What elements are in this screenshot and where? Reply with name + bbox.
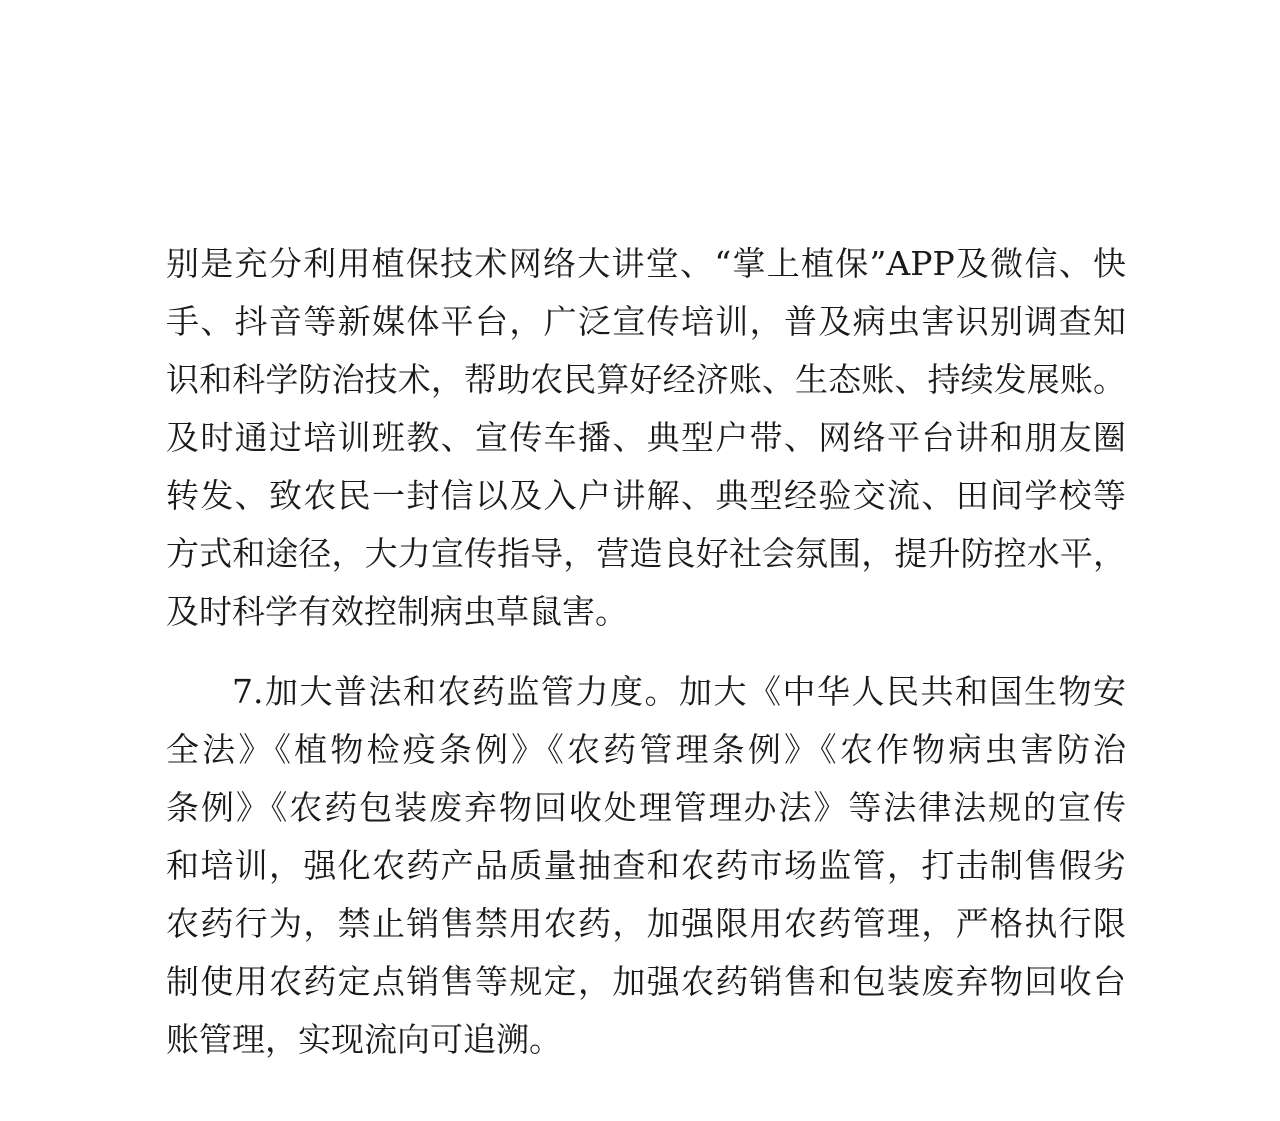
text-line: 条例》《农药包装废弃物回收处理管理办法》等法律法规的宣传: [166, 788, 1126, 827]
paragraph-1: [166, 235, 1126, 641]
text-line: 识和科学防治技术，帮助农民算好经济账、生态账、持续发展账。: [166, 360, 1126, 399]
text-line: 转发、致农民一封信以及入户讲解、典型经验交流、田间学校等: [166, 476, 1126, 515]
text-line: 方式和途径，大力宣传指导，营造良好社会氛围，提升防控水平，: [166, 534, 1126, 573]
text-line: 全法》《植物检疫条例》《农药管理条例》《农作物病虫害防治: [166, 730, 1126, 769]
text-line: 农药行为，禁止销售禁用农药，加强限用农药管理，严格执行限: [166, 904, 1126, 943]
text-line: 和培训，强化农药产品质量抽查和农药市场监管，打击制售假劣: [166, 846, 1126, 885]
text-line: 及时通过培训班教、宣传车播、典型户带、网络平台讲和朋友圈: [166, 418, 1126, 457]
text-line: 手、抖音等新媒体平台，广泛宣传培训，普及病虫害识别调查知: [166, 302, 1126, 341]
text-line: 别是充分利用植保技术网络大讲堂、“掌上植保”APP及微信、快: [166, 244, 1126, 283]
paragraph-2: [166, 663, 1126, 1069]
text-line: 制使用农药定点销售等规定，加强农药销售和包装废弃物回收台: [166, 962, 1126, 1001]
text-line: 7.加大普法和农药监管力度。加大《中华人民共和国生物安: [232, 672, 1126, 711]
text-line: 账管理，实现流向可追溯。: [166, 1020, 562, 1059]
text-line: 及时科学有效控制病虫草鼠害。: [166, 592, 628, 631]
